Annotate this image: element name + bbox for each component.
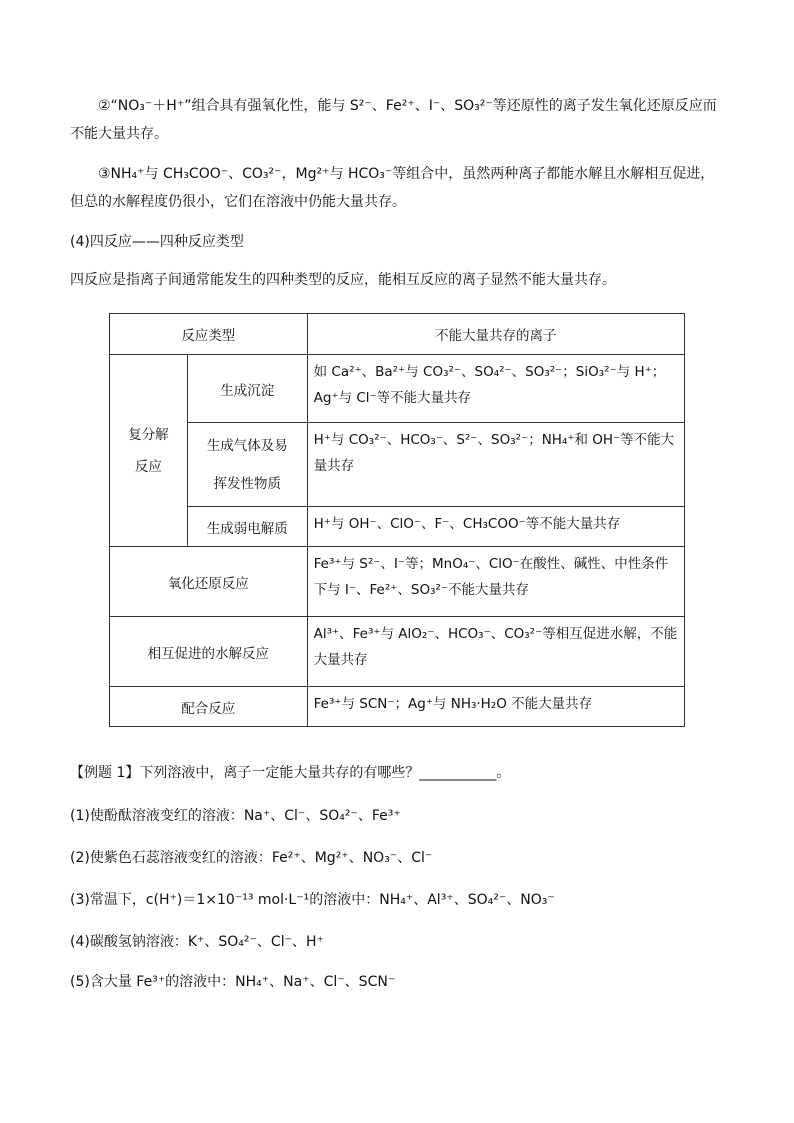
- paragraph-no3-oxidizing: ②“NO₃⁻＋H⁺”组合具有强氧化性，能与 S²⁻、Fe²⁺、I⁻、SO₃²⁻等还原性的离子发生氧化还原反应而不能大量共存。: [70, 98, 717, 142]
- example-title: 【例题 1】下列溶液中，离子一定能大量共存的有哪些？___________。: [70, 765, 511, 781]
- group-label-line1: 复分解: [128, 426, 169, 443]
- row-ions-weak-electrolyte: H⁺与 OH⁻、ClO⁻、F⁻、CH₃COO⁻等不能大量共存: [307, 507, 684, 547]
- row-ions-mutual-hydrolysis: Al³⁺、Fe³⁺与 AlO₂⁻、HCO₃⁻、CO₃²⁻等相互促进水解，不能大量共存: [307, 617, 684, 687]
- example-item-3: (3)常温下，c(H⁺)＝1×10⁻¹³ mol·L⁻¹的溶液中：NH₄⁺、Al³⁺、SO₄²⁻、NO₃⁻: [70, 892, 555, 908]
- row-type-gas: [187, 423, 307, 507]
- example-item-4: (4)碳酸氢钠溶液：K⁺、SO₄²⁻、Cl⁻、H⁺: [70, 934, 324, 950]
- header-reaction-type: 反应类型: [110, 314, 308, 355]
- row-ions-precipitate: 如 Ca²⁺、Ba²⁺与 CO₃²⁻、SO₄²⁻、SO₃²⁻；SiO₃²⁻与 H⁺；Ag⁺与 Cl⁻等不能大量共存: [307, 355, 684, 423]
- row-type-redox: 氧化还原反应: [110, 547, 308, 617]
- row-type-gas-line2: 挥发性物质: [213, 475, 281, 492]
- row-type-weak-electrolyte: 生成弱电解质: [187, 507, 307, 547]
- row-type-gas-line1: 生成气体及易: [206, 437, 288, 454]
- row-ions-redox: Fe³⁺与 S²⁻、I⁻等；MnO₄⁻、ClO⁻在酸性、碱性、中性条件下与 I⁻、Fe²⁺、SO₃²⁻不能大量共存: [307, 547, 684, 617]
- example-item-5: (5)含大量 Fe³⁺的溶液中：NH₄⁺、Na⁺、Cl⁻、SCN⁻: [70, 974, 396, 990]
- group-metathesis: [110, 355, 188, 547]
- paragraph-hydrolysis-coexist: ③NH₄⁺与 CH₃COO⁻、CO₃²⁻，Mg²⁺与 HCO₃⁻等组合中，虽然两种离子都能水解且水解相互促进，但总的水解程度仍很小，它们在溶液中仍能大量共存。: [70, 166, 715, 210]
- example-item-1: (1)使酚酞溶液变红的溶液：Na⁺、Cl⁻、SO₄²⁻、Fe³⁺: [70, 808, 401, 824]
- paragraph-four-reactions-intro: 四反应是指离子间通常能发生的四种类型的反应，能相互反应的离子显然不能大量共存。: [70, 272, 616, 288]
- row-ions-complexation: Fe³⁺与 SCN⁻；Ag⁺与 NH₃·H₂O 不能大量共存: [307, 687, 684, 727]
- header-incompatible-ions: 不能大量共存的离子: [307, 314, 684, 355]
- row-type-precipitate: 生成沉淀: [187, 355, 307, 423]
- reaction-type-table: [109, 313, 685, 727]
- row-type-mutual-hydrolysis: 相互促进的水解反应: [110, 617, 308, 687]
- group-label-line2: 反应: [134, 458, 162, 475]
- example-item-2: (2)使紫色石蕊溶液变红的溶液：Fe²⁺、Mg²⁺、NO₃⁻、Cl⁻: [70, 850, 433, 866]
- row-type-complexation: 配合反应: [110, 687, 308, 727]
- row-ions-gas: H⁺与 CO₃²⁻、HCO₃⁻、S²⁻、SO₃²⁻；NH₄⁺和 OH⁻等不能大量共存: [307, 423, 684, 507]
- section-heading-four-reactions: (4)四反应——四种反应类型: [70, 234, 244, 250]
